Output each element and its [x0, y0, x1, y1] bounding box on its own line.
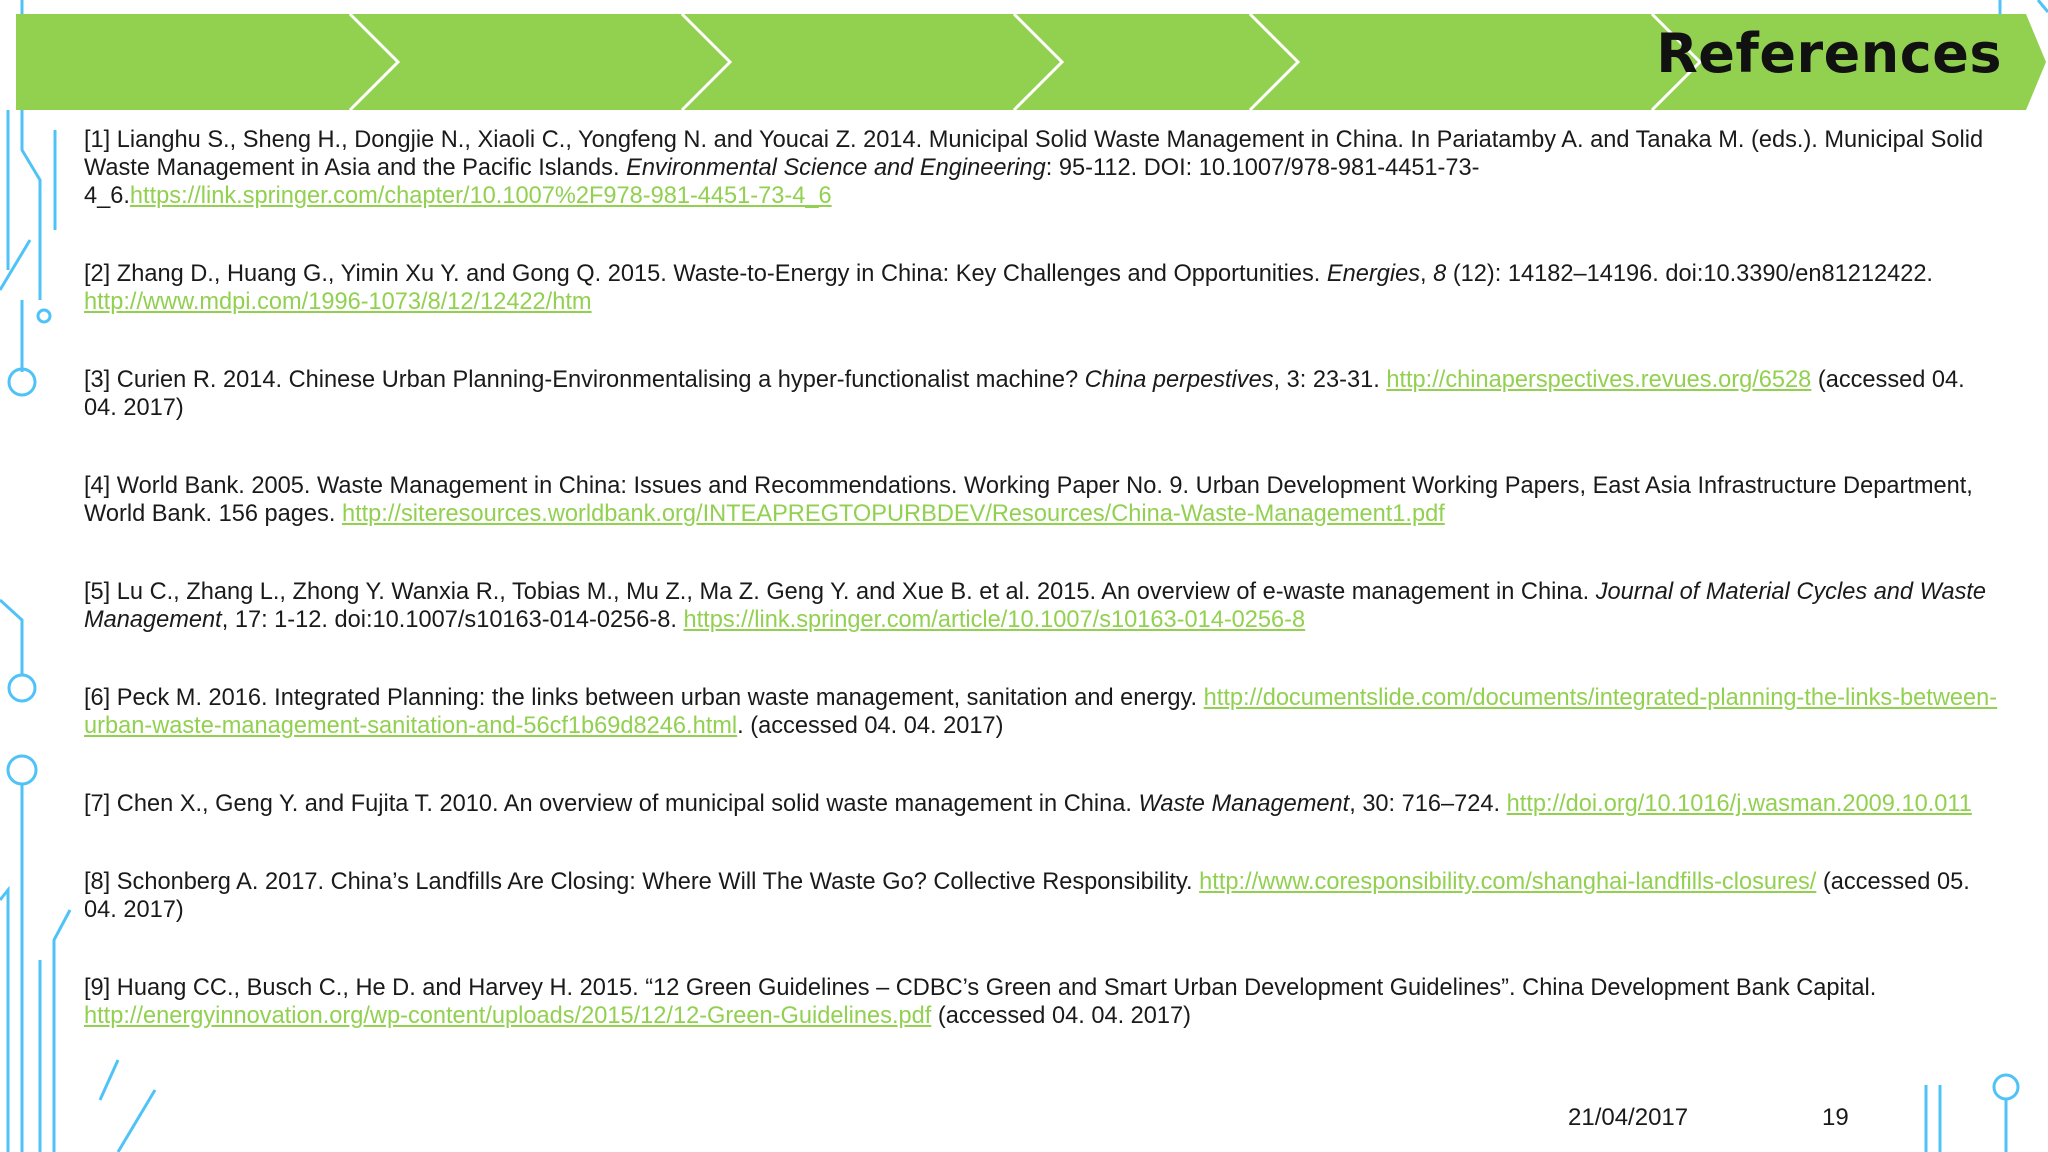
- reference-link[interactable]: http://www.coresponsibility.com/shanghai-landfills-closures/: [1199, 869, 1817, 895]
- reference-accessed: (accessed 04. 04. 2017): [84, 367, 1965, 421]
- reference-journal: Energies: [1326, 261, 1421, 287]
- reference-number: [3]: [84, 367, 111, 393]
- reference-text: Peck M. 2016. Integrated Planning: the links between urban waste management, sanitation and energy.: [110, 685, 1204, 711]
- reference-volume: 8: [1433, 261, 1447, 287]
- reference-journal: Environmental Science and Engineering: [626, 155, 1046, 181]
- reference-accessed: (accessed 04. 04. 2017): [931, 1003, 1192, 1029]
- reference-number: [8]: [84, 869, 111, 895]
- reference-link[interactable]: http://www.mdpi.com/1996-1073/8/12/12422/htm: [84, 289, 592, 315]
- reference-number: [6]: [84, 685, 111, 711]
- reference-accessed: (accessed 05. 04. 2017): [84, 869, 1970, 923]
- reference-details: , 17: 1-12. doi:10.1007/s10163-014-0256-8.: [221, 607, 684, 633]
- reference-text: Lianghu S., Sheng H., Dongjie N., Xiaoli C., Yongfeng N. and Youcai Z. 2014. Municipal Solid Waste Management in China. In Pariatamby A. and Tanaka M. (eds.). Municipal Solid Waste Management in Asia and the Pacific Islands.: [84, 127, 1984, 181]
- reference-item: [84, 260, 1999, 316]
- reference-text: Huang CC., Busch C., He D. and Harvey H. 2015. “12 Green Guidelines – CDBC’s Green and Smart Urban Development Guidelines”. China Development Bank Capital.: [110, 975, 1877, 1001]
- reference-link[interactable]: https://link.springer.com/article/10.1007/s10163-014-0256-8: [683, 607, 1306, 633]
- reference-details: (12): 14182–14196. doi:10.3390/en81212422.: [1446, 261, 1933, 287]
- reference-number: [1]: [84, 127, 111, 153]
- reference-text: Curien R. 2014. Chinese Urban Planning-Environmentalising a hyper-functionalist machine?: [110, 367, 1085, 393]
- reference-details: , 3: 23-31.: [1273, 367, 1387, 393]
- reference-number: [5]: [84, 579, 111, 605]
- reference-number: [2]: [84, 261, 111, 287]
- reference-number: [9]: [84, 975, 111, 1001]
- reference-item: [84, 974, 1999, 1030]
- reference-link[interactable]: http://doi.org/10.1016/j.wasman.2009.10.011: [1506, 791, 1972, 817]
- reference-number: [4]: [84, 473, 111, 499]
- reference-link[interactable]: http://siteresources.worldbank.org/INTEAPREGTOPURBDEV/Resources/China-Waste-Management1.pdf: [341, 501, 1445, 527]
- slide-title: References: [1656, 22, 2002, 85]
- reference-item: [84, 684, 1999, 740]
- reference-journal: China perpestives: [1084, 367, 1274, 393]
- reference-details: : 95-112. DOI: 10.1007/978-981-4451-73-4_6.: [84, 155, 1480, 209]
- reference-link[interactable]: http://energyinnovation.org/wp-content/uploads/2015/12/12-Green-Guidelines.pdf: [84, 1003, 932, 1029]
- reference-item: [84, 366, 1999, 422]
- reference-item: [84, 790, 1999, 818]
- reference-link[interactable]: https://link.springer.com/chapter/10.1007%2F978-981-4451-73-4_6: [129, 183, 832, 209]
- reference-link[interactable]: http://documentslide.com/documents/integrated-planning-the-links-between-urban-waste-management-sanitation-and-56cf1b69d8246.html: [84, 685, 1998, 739]
- reference-text: Schonberg A. 2017. China’s Landfills Are Closing: Where Will The Waste Go? Collective Responsibility.: [110, 869, 1200, 895]
- slide-page-number: 19: [1822, 1104, 1849, 1131]
- reference-number: [7]: [84, 791, 111, 817]
- reference-text: Lu C., Zhang L., Zhong Y. Wanxia R., Tobias M., Mu Z., Ma Z. Geng Y. and Xue B. et al. 2015. An overview of e-waste management in China.: [110, 579, 1596, 605]
- reference-journal: Waste Management: [1138, 791, 1350, 817]
- reference-details: , 30: 716–724.: [1349, 791, 1507, 817]
- slide-date: 21/04/2017: [1568, 1104, 1689, 1131]
- reference-text: Chen X., Geng Y. and Fujita T. 2010. An overview of municipal solid waste management in China.: [110, 791, 1139, 817]
- reference-list: [84, 126, 1999, 1030]
- reference-accessed: . (accessed 04. 04. 2017): [737, 713, 1004, 739]
- reference-item: [84, 126, 1999, 210]
- reference-item: [84, 868, 1999, 924]
- reference-journal: Journal of Material Cycles and Waste Management: [84, 579, 1987, 633]
- reference-text: Zhang D., Huang G., Yimin Xu Y. and Gong Q. 2015. Waste-to-Energy in China: Key Challenges and Opportunities.: [110, 261, 1327, 287]
- reference-item: [84, 472, 1999, 528]
- reference-link[interactable]: http://chinaperspectives.revues.org/6528: [1386, 367, 1812, 393]
- reference-item: [84, 578, 1999, 634]
- reference-separator: ,: [1420, 261, 1434, 287]
- reference-text: World Bank. 2005. Waste Management in China: Issues and Recommendations. Working Paper No. 9. Urban Development Working Papers, East Asia Infrastructure Department, World Bank. 156 pages.: [84, 473, 1973, 527]
